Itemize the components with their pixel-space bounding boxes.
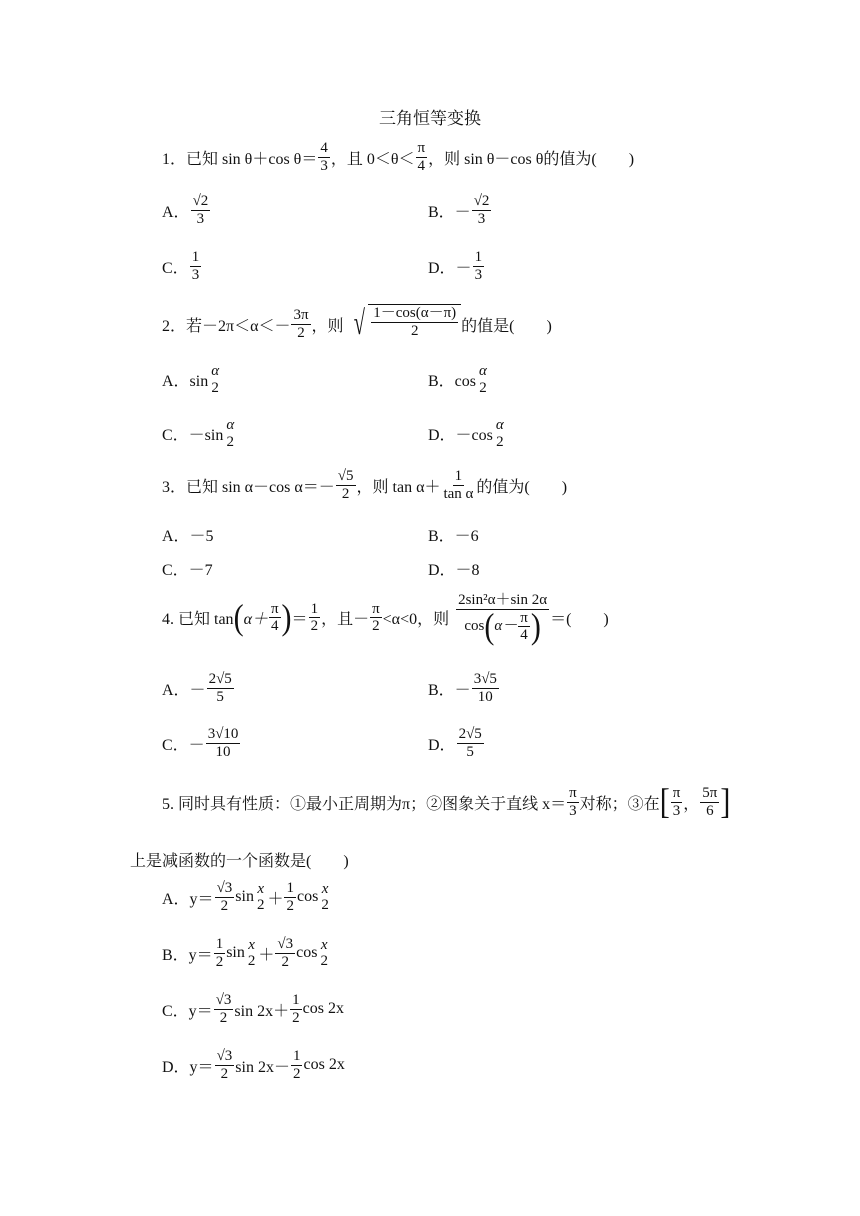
q5-a-a2 [319,881,331,914]
q2-frac-den: 2 [297,324,305,341]
q2-d-frac [494,417,506,450]
q5-b-c2-num: √3 [277,936,294,952]
q5-d-f2: cos 2x [303,1056,345,1073]
q4-b-den: 10 [477,688,493,705]
q3-frac1-den: 2 [341,485,350,502]
q4-option-b[interactable] [428,671,500,705]
q5-option-c[interactable] [162,992,344,1026]
q3-option-c[interactable]: C．－7 [162,562,213,579]
q5-c-c2-den: 2 [292,1009,300,1026]
q1-a-label: A． [162,203,190,221]
q5-a-f1: sin [235,888,254,905]
q3-option-a[interactable]: A．－5 [162,528,214,545]
q2-a-num: α [211,363,220,379]
q1-frac2-den: 4 [417,157,426,174]
q5-b-c1 [214,936,226,970]
q1-frac1-den: 3 [320,157,328,174]
q4-cond [370,601,382,635]
q4-cond-tail: <α<0，则 [382,611,450,629]
q4-big-den-a: α－ [494,618,518,635]
q1-d-label: D．－ [428,259,472,277]
q4-a-frac [207,671,234,705]
q2-c-den: 2 [226,433,235,450]
q5-d-c1 [215,1048,235,1082]
q5-d-c1-num: √3 [216,1048,233,1064]
q5-b-a2-num: x [320,936,328,953]
q4-big-frac [456,592,549,644]
q5-d-c2 [291,1048,303,1082]
q5-a-c1-root: 3 [224,880,233,896]
q2-mid: ，则 [311,317,344,335]
q2-option-a[interactable] [162,363,222,396]
q3-prefix: 3．已知 sin α－cos α＝－ [162,478,335,496]
q5-d-c2-num: 1 [292,1048,301,1064]
q5-a-c2-num: 1 [286,880,294,896]
q5-line2: 上是减函数的一个函数是( ) [130,853,349,870]
q2-root-den: 2 [410,322,419,339]
q3-frac2-den: tan α [443,485,474,502]
q1-d-frac [473,249,485,283]
q5-c-f1: sin 2x＋ [234,1002,290,1020]
q2-prefix: 2．若－2π＜α＜－ [162,317,291,335]
q4-a-den: 5 [216,688,224,705]
q5-int-a-num: π [672,785,681,801]
q1-d-num: 1 [474,249,483,265]
q4-b-label: B．－ [428,681,471,699]
q4-c-frac [206,726,241,760]
q4-big-den-num: π [520,609,528,626]
q3-suffix: 的值为( ) [476,478,568,496]
q5-option-b[interactable] [162,936,331,970]
q5-b-label: B．y＝ [162,946,213,964]
q5-a-a2-num: x [321,880,329,897]
question-3 [162,468,567,502]
question-4: 4. 已知 tan ( α＋ $\frac{\pi}{4}$ ) ＝ $\frac{1}{2}$ ，且－ $\frac{\pi}{2}$ <α<0，则 2sin²α＋sin 2α cos ( α－ $\frac{\pi}{4}$ ) ＝( ) [162,592,609,646]
q1-a-num: √2 [192,193,209,209]
q4-c-label: C．－ [162,736,205,754]
q3-root: 5 [346,468,354,484]
q1-option-d[interactable] [428,249,485,283]
q2-d-num: α [495,417,504,433]
q3-mid: ，则 tan α＋ [356,478,441,496]
q4-big-den: cos ( α－ $\frac{\pi}{4}$ ) [464,606,541,646]
q4-cond-num: π [372,600,380,617]
q5-b-a1 [246,937,258,970]
q3-frac1 [336,468,356,502]
q4-val [309,601,321,635]
q4-val-den: 2 [310,618,319,635]
q5-d-label: D．y＝ [162,1058,214,1076]
q5-int-b-den: 6 [706,802,714,819]
q5-b-op: ＋ [258,946,275,964]
q3-frac2 [441,468,475,502]
q1-b-frac [472,193,492,227]
q5-frac-num: π [569,785,577,801]
q5-a-a2-den: 2 [321,897,329,913]
q4-b-num: 3√5 [473,671,497,687]
q5-int-b-num: 5π [702,785,718,801]
q4-b-root: 5 [489,671,497,687]
q1-b-label: B．－ [428,203,471,221]
q1-frac1-num: 4 [320,140,328,156]
q1-prefix: 1．已知 sin θ＋cos θ＝ [162,150,318,168]
q1-c-num: 1 [191,249,200,265]
q5-a-c1 [215,880,235,914]
q5-a-c2-den: 2 [286,897,294,914]
q5-int-a-den: 3 [672,802,681,819]
q5-a-a1-den: 2 [256,897,265,913]
q2-c-num: α [226,417,235,433]
q5-b-c2-root: 3 [285,936,294,952]
q5-c-c1-root: 3 [223,992,232,1008]
q3-option-d[interactable]: D．－8 [428,562,480,579]
q1-c-frac [190,249,202,283]
q5-a-c1-num: √3 [216,880,233,896]
q5-option-d[interactable] [162,1048,345,1082]
q5-d-c1-root: 3 [224,1048,233,1064]
q5-c-c2-num: 1 [292,992,300,1008]
q4-big-num: 2sin²α＋sin 2α [458,592,548,608]
q4-option-a[interactable] [162,671,235,705]
q2-option-c[interactable] [162,417,237,450]
q4-prefix: 4. 已知 tan [162,611,234,629]
q1-suffix: ，则 sin θ－cos θ的值为( ) [428,150,635,168]
q1-frac2 [416,140,428,174]
q4-a-root: 5 [224,671,232,687]
q4-inner-den: 4 [271,618,279,635]
q5-c-c1 [214,992,234,1026]
q5-int-sep: ， [683,795,700,813]
q2-root-frac [371,305,458,339]
q2-b-num: α [479,363,487,379]
q1-d-den: 3 [474,266,483,283]
q1-mid: ，且 0＜θ＜ [330,150,415,168]
q1-option-c[interactable] [162,249,202,283]
q5-b-a2 [318,937,330,970]
q1-frac1 [318,140,330,174]
q5-frac [567,785,579,819]
q5-a-op: ＋ [267,890,284,908]
q5-c-label: C．y＝ [162,1002,213,1020]
q1-a-root: 2 [200,193,209,209]
q4-d-label: D． [428,736,456,754]
q2-b-frac [477,363,489,396]
q5-b-c2-den: 2 [281,953,289,970]
q1-a-den: 3 [196,210,205,227]
q4-d-den: 5 [466,743,474,760]
q5-b-a1-den: 2 [247,953,256,969]
q4-inner-num: π [270,600,279,617]
q4-big-den-den: 4 [520,627,528,643]
q4-a-num: 2√5 [208,671,232,687]
q4-a-label: A．－ [162,681,206,699]
q4-eq: ＝ [291,611,308,629]
q4-b-coef: 3 [473,671,482,687]
q2-b-label: B．cos [428,373,477,390]
q4-d-frac [457,726,484,760]
page-title: 三角恒等变换 [379,109,481,128]
q5-int-b [700,785,719,819]
q5-c-c2 [290,992,302,1026]
q2-d-den: 2 [496,433,504,450]
q4-cond-den: 2 [372,618,380,635]
q5-frac-den: 3 [569,802,577,819]
q1-c-den: 3 [191,266,200,283]
q1-c-label: C． [162,259,189,277]
question-2 [162,304,552,344]
q4-option-c[interactable] [162,726,241,760]
q2-frac [291,307,310,341]
q5-mid: 对称；③在 [579,795,660,813]
q2-frac-num: 3π [293,307,309,323]
q5-c-f2: cos 2x [302,1000,344,1017]
q5-b-c1-den: 2 [215,953,224,970]
q1-b-den: 3 [477,210,486,227]
q4-c-den: 10 [215,743,231,760]
q4-d-root: 5 [474,726,482,742]
q4-c-coef: 3 [207,726,216,742]
q1-b-root: 2 [481,193,490,209]
q4-c-root: 10 [223,726,239,742]
q5-b-c2 [275,936,295,970]
q4-d-num: 2√5 [458,726,482,742]
q4-big-den-pre: cos [464,618,485,635]
q2-option-d[interactable] [428,417,507,450]
q3-option-b[interactable]: B．－6 [428,528,479,545]
q4-c-num: 3√10 [207,726,239,742]
q2-a-den: 2 [211,379,219,396]
q1-b-num: √2 [473,193,490,209]
q2-c-label: C．－sin [162,427,224,444]
q5-b-f2: cos [296,944,318,961]
q5-a-c2 [284,880,296,914]
q5-d-f1: sin 2x－ [235,1058,290,1076]
q5-a-f2: cos [296,888,319,905]
q5-a-label: A．y＝ [162,890,214,908]
q4-inner-frac [269,601,281,635]
q5-b-f1: sin [226,944,245,961]
q2-d-label: D．－cos [428,427,493,444]
q2-suffix: 的值是( ) [461,317,552,335]
q1-option-b[interactable] [428,193,492,227]
q4-b-frac [472,671,499,705]
q5-b-a2-den: 2 [320,953,328,969]
q4-val-num: 1 [310,600,319,617]
q2-option-b[interactable] [428,363,490,396]
q2-root: √ $\frac{1-\cos(\alpha-\pi)}{2}$ [350,304,462,344]
q5-c-c1-num: √3 [215,992,232,1008]
question-5: 5. 同时具有性质：①最小正周期为π；②图象关于直线 x＝ $\frac{\pi}{3}$ 对称；③在 [ $\frac{\pi}{3}$ ， $\frac{5\pi}{6}$ ] [162,781,731,822]
q4-suffix: ＝( ) [550,611,609,629]
q5-a-a1 [255,881,267,914]
q2-root-num: 1－cos(α－π) [373,305,457,321]
q5-int-a [671,785,683,819]
q4-mid: ，且－ [321,611,370,629]
q1-frac2-num: π [417,140,426,156]
q5-prefix: 5. 同时具有性质：①最小正周期为π；②图象关于直线 x＝ [162,795,567,813]
q5-d-c1-den: 2 [220,1065,229,1082]
q2-b-den: 2 [479,379,487,396]
question-1 [162,140,634,174]
q5-a-a1-num: x [257,880,265,897]
q5-b-a1-num: x [248,936,255,953]
q2-a-label: A．sin [162,373,209,390]
q5-b-c1-num: 1 [215,936,224,952]
q4-option-d[interactable] [428,726,485,760]
q4-a-coef: 2 [208,671,217,687]
q4-big-den-frac [518,610,530,644]
q3-frac1-num: √5 [337,468,354,484]
q2-c-frac [224,417,236,450]
q3-frac2-num: 1 [454,468,463,484]
q1-a-frac [191,193,211,227]
q5-option-a[interactable] [162,880,332,914]
q5-a-c1-den: 2 [220,897,229,914]
q4-inner-a: α＋ [243,611,268,629]
q1-option-a[interactable] [162,193,211,227]
q5-d-c2-den: 2 [292,1065,301,1082]
q2-a-frac [209,363,221,396]
q5-c-c1-den: 2 [219,1009,228,1026]
q4-d-coef: 2 [458,726,467,742]
